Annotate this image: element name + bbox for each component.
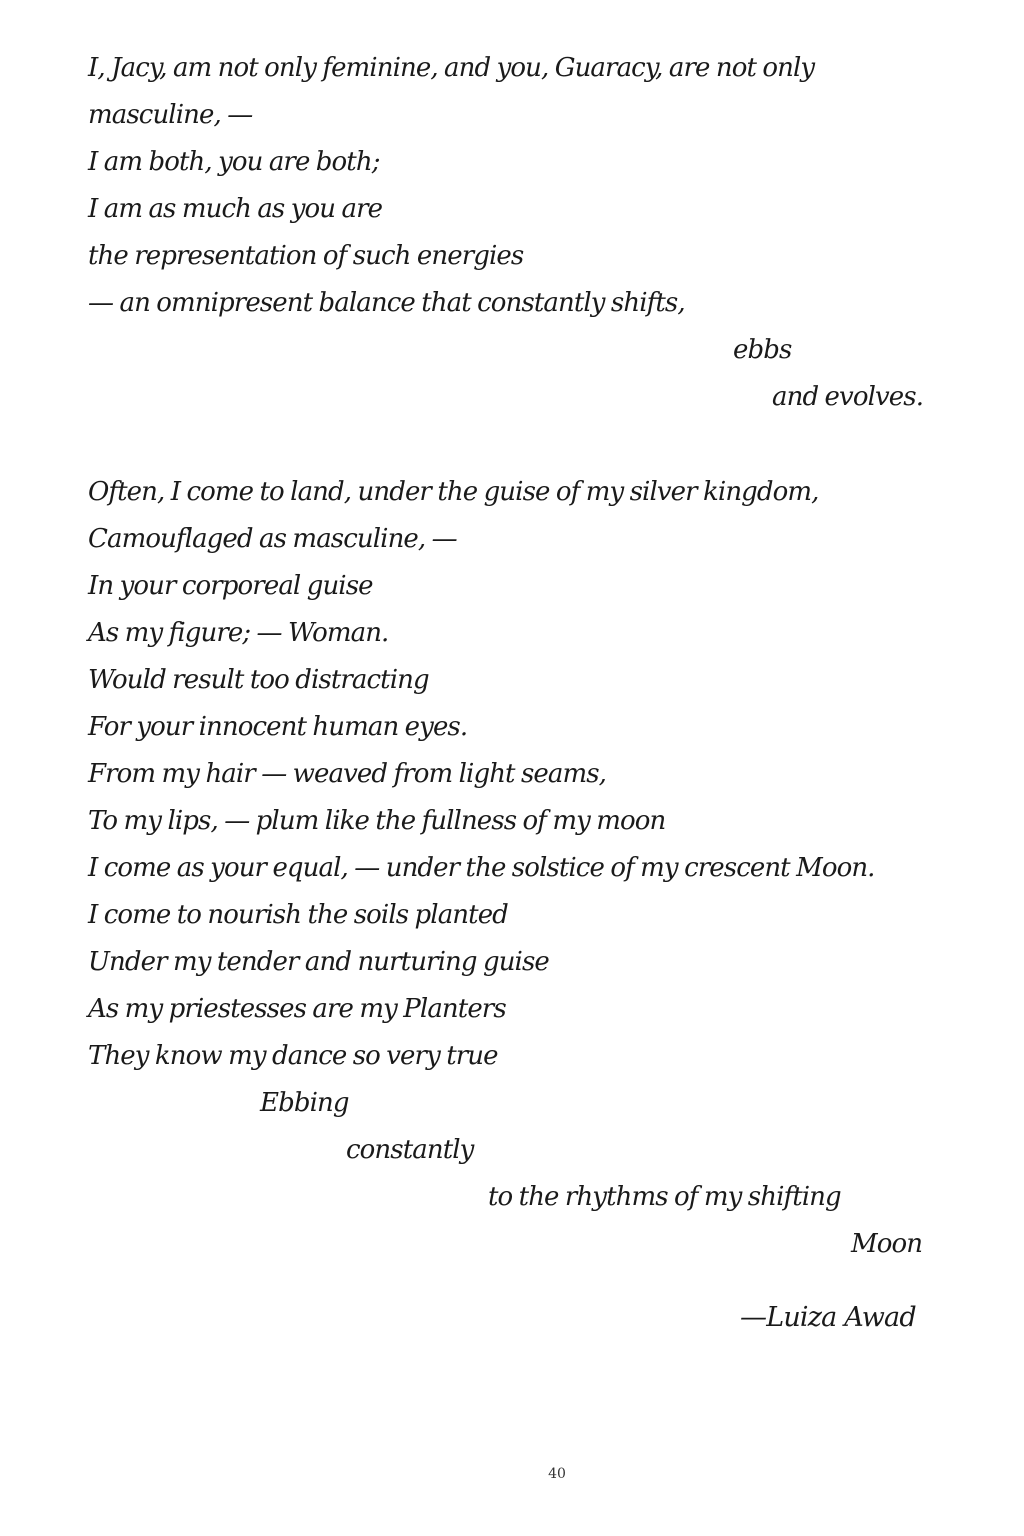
page-number: 40 xyxy=(548,1466,566,1482)
poem-line: For your innocent human eyes. xyxy=(88,712,468,742)
poem-line: Would result too distracting xyxy=(88,665,429,695)
poem-line: Camouflaged as masculine, — xyxy=(88,524,457,554)
poem-line: ebbs xyxy=(733,335,792,365)
poem-line: masculine, — xyxy=(88,100,253,130)
poem-line: to the rhythms of my shifting xyxy=(488,1182,841,1212)
poem-line: As my priestesses are my Planters xyxy=(88,994,506,1024)
poem-line: constantly xyxy=(346,1135,474,1165)
poem-line: From my hair — weaved from light seams, xyxy=(88,759,607,789)
poem-line: Often, I come to land, under the guise of my silver kingdom, xyxy=(88,477,819,507)
poem-line: the representation of such energies xyxy=(88,241,524,271)
poem-line: Moon xyxy=(851,1229,923,1259)
poem-line: I, Jacy, am not only feminine, and you, Guaracy, are not only xyxy=(88,53,815,83)
poem-line: I am both, you are both; xyxy=(88,147,380,177)
poem-line: They know my dance so very true xyxy=(88,1041,498,1071)
poem-line: — an omnipresent balance that constantly shifts, xyxy=(88,288,685,318)
poem-line: I come as your equal, — under the solstice of my crescent Moon. xyxy=(88,853,875,883)
poem-line: In your corporeal guise xyxy=(88,571,373,601)
poem-attribution: —Luiza Awad xyxy=(740,1302,916,1333)
poem-line: and evolves. xyxy=(772,382,924,412)
poem-line: Ebbing xyxy=(260,1088,349,1118)
poem-line: To my lips, — plum like the fullness of my moon xyxy=(88,806,666,836)
poem-line: I am as much as you are xyxy=(88,194,383,224)
poem-line: Under my tender and nurturing guise xyxy=(88,947,549,977)
poem-line: I come to nourish the soils planted xyxy=(88,900,508,930)
poem-line: As my figure; — Woman. xyxy=(88,618,389,648)
